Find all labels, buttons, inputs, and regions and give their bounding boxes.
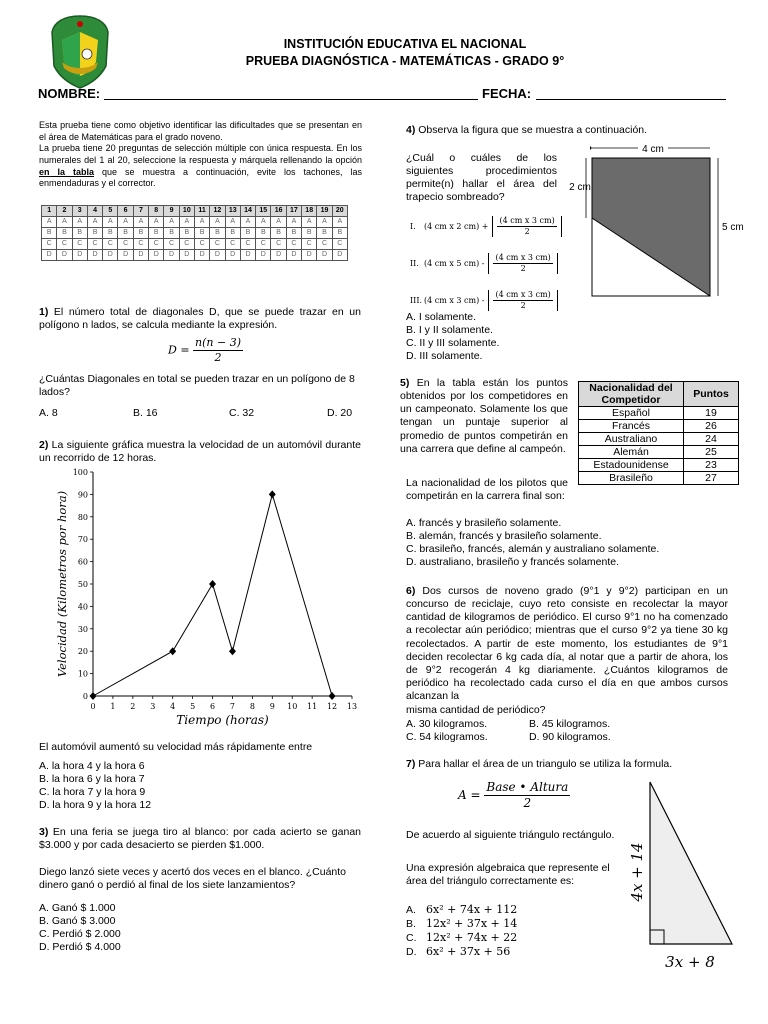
- grid-option-cell[interactable]: D: [256, 250, 271, 261]
- y-tick-label: 0: [82, 692, 88, 701]
- grid-option-cell[interactable]: A: [332, 217, 347, 228]
- table-cell: 23: [684, 459, 739, 472]
- q4-question: ¿Cuál o cuáles de los siguientes procedimientos permite(n) hallar el área del trapecio sombreado?: [406, 152, 557, 204]
- grid-option-cell[interactable]: A: [149, 217, 164, 228]
- q2-question: El automóvil aumentó su velocidad más rápidamente entre: [39, 741, 313, 753]
- grid-option-cell[interactable]: B: [179, 228, 194, 239]
- grid-number-cell: 14: [240, 206, 255, 217]
- grid-option-cell[interactable]: C: [194, 239, 209, 250]
- intro-paragraph-2: [39, 143, 362, 190]
- grid-option-cell[interactable]: C: [240, 239, 255, 250]
- x-tick-label: 8: [249, 702, 255, 711]
- grid-number-cell: 5: [103, 206, 118, 217]
- intro-paragraph-1: Esta prueba tiene como objetivo identificar las dificultades que se presentan en el área de Matemáticas para el grado noveno.: [39, 120, 362, 142]
- grid-option-cell[interactable]: A: [240, 217, 255, 228]
- grid-number-cell: 20: [332, 206, 347, 217]
- q7-text: Para hallar el área de un triangulo se utiliza la formula.: [418, 758, 673, 770]
- grid-option-cell[interactable]: B: [149, 228, 164, 239]
- q6-question-1: ¿Cuántos kilogramos de periódico ha recolectado cada curso el día en que ambos cursos alcanzan la: [406, 663, 728, 702]
- proc-label: III.: [410, 295, 423, 305]
- table-cell: Estadounidense: [579, 459, 684, 472]
- proc-numerator: (4 cm x 3 cm): [495, 253, 551, 262]
- grid-option-cell[interactable]: C: [72, 239, 87, 250]
- q4-option-a: A. I solamente.: [406, 311, 477, 323]
- q7-option-expr: 12x² + 37x + 14: [426, 917, 518, 930]
- y-axis-label: Velocidad (Kilometros por hora): [55, 490, 69, 678]
- q2-options: [39, 760, 151, 813]
- grid-option-cell[interactable]: B: [103, 228, 118, 239]
- q7-option: [406, 917, 517, 931]
- grid-option-cell[interactable]: C: [286, 239, 301, 250]
- proc-left: (4 cm x 2 cm) +: [424, 221, 489, 231]
- q4-option-c: C. II y III solamente.: [406, 337, 500, 350]
- q3-option-c: C. Perdió $ 2.000: [39, 928, 121, 941]
- grid-option-cell[interactable]: A: [286, 217, 301, 228]
- x-axis-label: Tiempo (horas): [176, 713, 269, 727]
- question-7: [406, 758, 672, 771]
- question-2: [39, 439, 361, 465]
- grid-option-cell[interactable]: B: [302, 228, 317, 239]
- intro-text-c: que se muestra a continuación, evite los tachones, las enmendaduras y el corrector.: [39, 166, 363, 189]
- q7-formula: [458, 780, 570, 811]
- q7-option-label: D.: [406, 946, 417, 958]
- scores-table: [578, 381, 739, 485]
- grid-option-cell[interactable]: A: [179, 217, 194, 228]
- grid-number-cell: 8: [149, 206, 164, 217]
- grid-option-cell[interactable]: B: [87, 228, 102, 239]
- grid-number-cell: 11: [194, 206, 209, 217]
- x-tick-label: 4: [170, 702, 176, 711]
- grid-option-cell[interactable]: A: [256, 217, 271, 228]
- q1-formula-numerator: n(n − 3): [195, 336, 242, 349]
- q7-option-expr: 6x² + 74x + 112: [426, 903, 518, 916]
- grid-option-cell[interactable]: A: [57, 217, 72, 228]
- grid-option-cell[interactable]: B: [118, 228, 133, 239]
- grid-number-cell: 10: [179, 206, 194, 217]
- q7-option: [406, 945, 517, 959]
- grid-number-cell: 13: [225, 206, 240, 217]
- y-tick-label: 70: [77, 535, 88, 545]
- q7-options: [406, 903, 517, 959]
- y-tick-label: 100: [72, 468, 88, 477]
- q7-option-expr: 6x² + 37x + 56: [426, 945, 511, 958]
- table-cell: Brasileño: [579, 472, 684, 485]
- x-tick-label: 7: [229, 702, 236, 711]
- grid-option-cell[interactable]: C: [271, 239, 286, 250]
- x-tick-label: 13: [346, 702, 358, 711]
- top-dim-label: 4 cm: [642, 144, 664, 155]
- grid-option-cell[interactable]: C: [256, 239, 271, 250]
- q3-option-d: D. Perdió $ 4.000: [39, 941, 121, 954]
- name-label: NOMBRE:: [38, 86, 101, 101]
- grid-option-cell[interactable]: D: [317, 250, 332, 261]
- grid-number-cell: 3: [72, 206, 87, 217]
- table-row: [579, 420, 739, 433]
- question-5: [400, 377, 568, 456]
- x-tick-label: 11: [307, 702, 318, 711]
- proc-denominator: 2: [520, 264, 526, 273]
- question-6: [406, 585, 728, 703]
- page-header: [140, 36, 670, 70]
- grid-option-cell[interactable]: A: [302, 217, 317, 228]
- q4-text: Observa la figura que se muestra a continuación.: [418, 124, 648, 136]
- grid-option-cell[interactable]: C: [103, 239, 118, 250]
- q6-option-d: D. 90 kilogramos.: [529, 731, 611, 743]
- grid-option-cell[interactable]: B: [240, 228, 255, 239]
- q3-text: En una feria se juega tiro al blanco: por cada acierto se ganan $3.000 y por cada desacierto se pierden $1.000.: [39, 826, 361, 852]
- grid-option-cell[interactable]: D: [72, 250, 87, 261]
- right-triangle-figure: [624, 778, 744, 974]
- q5-option-b: B. alemán, francés y brasileño solamente.: [406, 530, 602, 543]
- q7-option: [406, 931, 517, 945]
- date-label: FECHA:: [482, 86, 532, 101]
- q2-option-c: C. la hora 7 y la hora 9: [39, 786, 146, 799]
- q4-procedure: [410, 208, 562, 245]
- question-1: [39, 306, 361, 332]
- answer-grid: [41, 205, 348, 261]
- q4-procedures: [410, 208, 562, 319]
- data-point: [169, 647, 176, 655]
- x-tick-label: 5: [190, 702, 196, 711]
- grid-option-cell[interactable]: D: [225, 250, 240, 261]
- x-tick-label: 6: [209, 702, 216, 711]
- grid-option-cell[interactable]: C: [317, 239, 332, 250]
- grid-number-cell: 15: [256, 206, 271, 217]
- q1-formula-lhs: D =: [168, 343, 190, 357]
- trapezoid-figure: [560, 140, 744, 302]
- y-tick-label: 50: [77, 580, 88, 589]
- test-title: PRUEBA DIAGNÓSTICA - MATEMÁTICAS - GRADO 9°: [245, 53, 565, 68]
- grid-option-cell[interactable]: D: [103, 250, 118, 261]
- q3-option-a: A. Ganó $ 1.000: [39, 902, 116, 914]
- table-header: Nacionalidad del Competidor: [579, 382, 684, 407]
- q1-option-a: A. 8: [39, 407, 58, 419]
- q6-option-c: C. 54 kilogramos.: [406, 731, 488, 743]
- name-field[interactable]: [104, 85, 478, 100]
- table-cell: 19: [684, 407, 739, 420]
- q1-option-b: B. 16: [133, 407, 158, 419]
- left-dim-label: 2 cm: [569, 182, 591, 193]
- grid-number-cell: 6: [118, 206, 133, 217]
- school-name: INSTITUCIÓN EDUCATIVA EL NACIONAL: [283, 37, 527, 51]
- table-cell: Alemán: [579, 446, 684, 459]
- table-row: [579, 446, 739, 459]
- proc-denominator: 2: [524, 227, 530, 236]
- grid-number-cell: 7: [133, 206, 148, 217]
- grid-option-cell[interactable]: C: [42, 239, 57, 250]
- right-dim-label: 5 cm: [722, 222, 744, 233]
- grid-option-cell[interactable]: C: [164, 239, 179, 250]
- school-logo: [48, 10, 112, 90]
- grid-option-cell[interactable]: D: [164, 250, 179, 261]
- grid-option-cell[interactable]: A: [87, 217, 102, 228]
- grid-option-cell[interactable]: B: [271, 228, 286, 239]
- height-label: 4x + 14: [628, 842, 646, 902]
- grid-option-cell[interactable]: B: [72, 228, 87, 239]
- grid-option-cell[interactable]: C: [118, 239, 133, 250]
- grid-option-cell[interactable]: B: [194, 228, 209, 239]
- q1-text: El número total de diagonales D, que se puede trazar en un polígono n lados, se calcula mediante la expresión.: [39, 306, 361, 332]
- q3-text-2: Diego lanzó siete veces y acertó dos veces en el blanco. ¿Cuánto dinero ganó o perdió al final de los siete lanzamientos?: [39, 866, 347, 892]
- q1-formula: [168, 336, 243, 365]
- grid-option-cell[interactable]: D: [179, 250, 194, 261]
- y-tick-label: 20: [77, 647, 88, 657]
- x-tick-label: 0: [90, 702, 96, 711]
- y-tick-label: 80: [77, 512, 88, 522]
- grid-option-cell[interactable]: D: [57, 250, 72, 261]
- grid-option-cell[interactable]: C: [225, 239, 240, 250]
- grid-option-cell[interactable]: D: [194, 250, 209, 261]
- proc-numerator: (4 cm x 3 cm): [495, 290, 551, 299]
- q5-text: En la tabla están los puntos obtenidos por los competidores en un campeonato.: [400, 377, 568, 416]
- grid-option-cell[interactable]: D: [332, 250, 347, 261]
- q5-text-2: Solamente los que tengan un puntaje superior al promedio de puntos competirán en una carrera que define al campeón.: [400, 403, 568, 455]
- velocity-chart: [40, 464, 360, 732]
- grid-option-cell[interactable]: B: [57, 228, 72, 239]
- q4-option-b: B. I y II solamente.: [406, 324, 493, 337]
- table-cell: Australiano: [579, 433, 684, 446]
- data-point: [90, 692, 97, 700]
- q2-text: La siguiente gráfica muestra la velocidad de un automóvil durante un recorrido de 12 horas.: [39, 439, 361, 465]
- q7-option-label: C.: [406, 932, 417, 944]
- q7-text-2: De acuerdo al siguiente triángulo rectángulo.: [406, 829, 615, 841]
- grid-number-cell: 1: [42, 206, 57, 217]
- grid-option-cell[interactable]: C: [57, 239, 72, 250]
- proc-numerator: (4 cm x 3 cm): [499, 216, 555, 225]
- grid-option-cell[interactable]: D: [302, 250, 317, 261]
- table-cell: 25: [684, 446, 739, 459]
- base-label: 3x + 8: [665, 953, 715, 971]
- q3-options: [39, 902, 121, 955]
- grid-option-cell[interactable]: A: [72, 217, 87, 228]
- q6-number: 6): [406, 585, 416, 597]
- table-row: [579, 472, 739, 485]
- grid-number-cell: 17: [286, 206, 301, 217]
- grid-option-cell[interactable]: C: [149, 239, 164, 250]
- grid-option-cell[interactable]: D: [42, 250, 57, 261]
- grid-option-cell[interactable]: D: [271, 250, 286, 261]
- x-tick-label: 9: [269, 702, 275, 711]
- intro-text-emphasis: en la tabla: [39, 166, 94, 177]
- q2-option-a: A. la hora 4 y la hora 6: [39, 760, 145, 772]
- q5-number: 5): [400, 377, 410, 389]
- q7-formula-lhs: A =: [458, 788, 481, 802]
- grid-option-cell[interactable]: B: [317, 228, 332, 239]
- grid-option-cell[interactable]: D: [149, 250, 164, 261]
- q4-procedure: [410, 245, 562, 282]
- q1-number: 1): [39, 306, 49, 318]
- question-4: [406, 124, 647, 137]
- grid-option-cell[interactable]: D: [286, 250, 301, 261]
- q6-question-2: misma cantidad de periódico?: [406, 704, 546, 716]
- grid-option-cell[interactable]: C: [302, 239, 317, 250]
- series-line: [93, 494, 332, 696]
- data-point: [269, 490, 276, 498]
- grid-option-cell[interactable]: A: [225, 217, 240, 228]
- q7-formula-numerator: Base • Altura: [486, 780, 569, 794]
- q2-option-d: D. la hora 9 y la hora 12: [39, 799, 152, 812]
- proc-left: (4 cm x 3 cm) -: [424, 295, 485, 305]
- proc-left: (4 cm x 5 cm) -: [424, 258, 485, 268]
- q4-number: 4): [406, 124, 416, 136]
- proc-label: I.: [410, 221, 416, 231]
- grid-option-cell[interactable]: A: [103, 217, 118, 228]
- table-cell: 27: [684, 472, 739, 485]
- grid-option-cell[interactable]: D: [240, 250, 255, 261]
- q7-number: 7): [406, 758, 416, 770]
- table-cell: 24: [684, 433, 739, 446]
- q4-option-d: D. III solamente.: [406, 350, 483, 363]
- table-row: [579, 407, 739, 420]
- grid-option-cell[interactable]: B: [210, 228, 225, 239]
- question-3: [39, 826, 361, 852]
- grid-option-cell[interactable]: A: [317, 217, 332, 228]
- right-triangle: [650, 782, 732, 944]
- q5-option-d: D. australiano, brasileño y francés solamente.: [406, 556, 620, 569]
- q5-option-c: C. brasileño, francés, alemán y australiano solamente.: [406, 543, 660, 556]
- x-tick-label: 3: [150, 702, 156, 711]
- grid-option-cell[interactable]: B: [256, 228, 271, 239]
- grid-number-cell: 2: [57, 206, 72, 217]
- grid-option-cell[interactable]: D: [87, 250, 102, 261]
- table-cell: 26: [684, 420, 739, 433]
- grid-option-cell[interactable]: C: [133, 239, 148, 250]
- q3-option-b: B. Ganó $ 3.000: [39, 915, 116, 928]
- x-tick-label: 10: [287, 702, 298, 711]
- grid-option-cell[interactable]: C: [332, 239, 347, 250]
- y-tick-label: 90: [77, 490, 88, 500]
- data-point: [229, 647, 236, 655]
- q7-option-label: B.: [406, 918, 416, 930]
- q2-option-b: B. la hora 6 y la hora 7: [39, 773, 145, 786]
- grid-option-cell[interactable]: B: [225, 228, 240, 239]
- grid-option-cell[interactable]: D: [133, 250, 148, 261]
- grid-option-cell[interactable]: A: [42, 217, 57, 228]
- grid-option-cell[interactable]: A: [164, 217, 179, 228]
- proc-label: II.: [410, 258, 419, 268]
- grid-option-cell[interactable]: D: [118, 250, 133, 261]
- grid-option-cell[interactable]: D: [210, 250, 225, 261]
- grid-option-cell[interactable]: A: [271, 217, 286, 228]
- table-cell: Español: [579, 407, 684, 420]
- grid-option-cell[interactable]: A: [133, 217, 148, 228]
- q1-formula-denominator: 2: [214, 350, 222, 364]
- intro-text-a: La prueba tiene 20 preguntas de selección múltiple con única respuesta. En los numerales del 1 al 20, seleccione la respuesta y márquela rellenando la opción: [39, 143, 362, 166]
- q7-formula-denominator: 2: [523, 796, 532, 810]
- table-cell: Francés: [579, 420, 684, 433]
- q7-option-expr: 12x² + 74x + 22: [426, 931, 518, 944]
- grid-option-cell[interactable]: B: [286, 228, 301, 239]
- q2-number: 2): [39, 439, 49, 451]
- grid-option-cell[interactable]: B: [133, 228, 148, 239]
- y-tick-label: 10: [77, 669, 88, 679]
- grid-number-cell: 19: [317, 206, 332, 217]
- grid-number-cell: 9: [164, 206, 179, 217]
- q5-text-3: La nacionalidad de los pilotos que competirán en la carrera final son:: [406, 477, 568, 503]
- grid-option-cell[interactable]: A: [210, 217, 225, 228]
- grid-option-cell[interactable]: C: [210, 239, 225, 250]
- q6-option-a: A. 30 kilogramos.: [406, 718, 488, 730]
- grid-option-cell[interactable]: B: [332, 228, 347, 239]
- grid-number-cell: 18: [302, 206, 317, 217]
- y-tick-label: 30: [77, 624, 88, 634]
- q6-text: Dos cursos de noveno grado (9°1 y 9°2) participan en un concurso de reciclaje, cuyo reto consiste en recolectar la mayor cantidad de kilogramos de periódico. El curso 9°1 no ha comenzado a recolectar aún periódico; mientras que el curso 9°2 ya tiene 30 kg recolectados. A partir de este momento, los estudiantes de 9°1 deciden recolectar 6 kg cada día, al notar que a partir de ahora, los de 9°2 recogerán 4 kg diariamente.: [406, 585, 729, 676]
- data-point: [329, 692, 336, 700]
- grid-option-cell[interactable]: A: [194, 217, 209, 228]
- grid-number-cell: 4: [87, 206, 102, 217]
- q3-number: 3): [39, 826, 49, 838]
- q1-option-c: C. 32: [229, 407, 255, 419]
- q4-options: [406, 311, 499, 364]
- proc-denominator: 2: [520, 301, 526, 310]
- q1-option-d: D. 20: [327, 407, 353, 419]
- q7-option: [406, 903, 517, 917]
- scores-table-wrapper: [578, 381, 739, 485]
- q5-options: [406, 517, 659, 570]
- q7-option-label: A.: [406, 904, 416, 916]
- grid-option-cell[interactable]: C: [87, 239, 102, 250]
- grid-option-cell[interactable]: A: [118, 217, 133, 228]
- grid-option-cell[interactable]: B: [164, 228, 179, 239]
- grid-number-cell: 12: [210, 206, 225, 217]
- date-field[interactable]: [536, 85, 726, 100]
- x-tick-label: 1: [110, 702, 116, 711]
- y-tick-label: 60: [77, 557, 88, 567]
- table-row: [579, 433, 739, 446]
- q5-option-a: A. francés y brasileño solamente.: [406, 517, 562, 529]
- grid-option-cell[interactable]: C: [179, 239, 194, 250]
- intro-text: [39, 120, 362, 190]
- q6-option-b: B. 45 kilogramos.: [529, 718, 611, 730]
- grid-number-cell: 16: [271, 206, 286, 217]
- x-tick-label: 2: [130, 702, 136, 711]
- table-header: Puntos: [684, 382, 739, 407]
- table-row: [579, 459, 739, 472]
- y-tick-label: 40: [77, 602, 88, 612]
- data-point: [209, 580, 216, 588]
- q1-question: ¿Cuántas Diagonales en total se pueden trazar en un polígono de 8 lados?: [39, 373, 355, 399]
- x-tick-label: 12: [326, 702, 338, 711]
- q7-text-3: Una expresión algebraica que represente el área del triángulo correctamente es:: [406, 862, 610, 888]
- grid-option-cell[interactable]: B: [42, 228, 57, 239]
